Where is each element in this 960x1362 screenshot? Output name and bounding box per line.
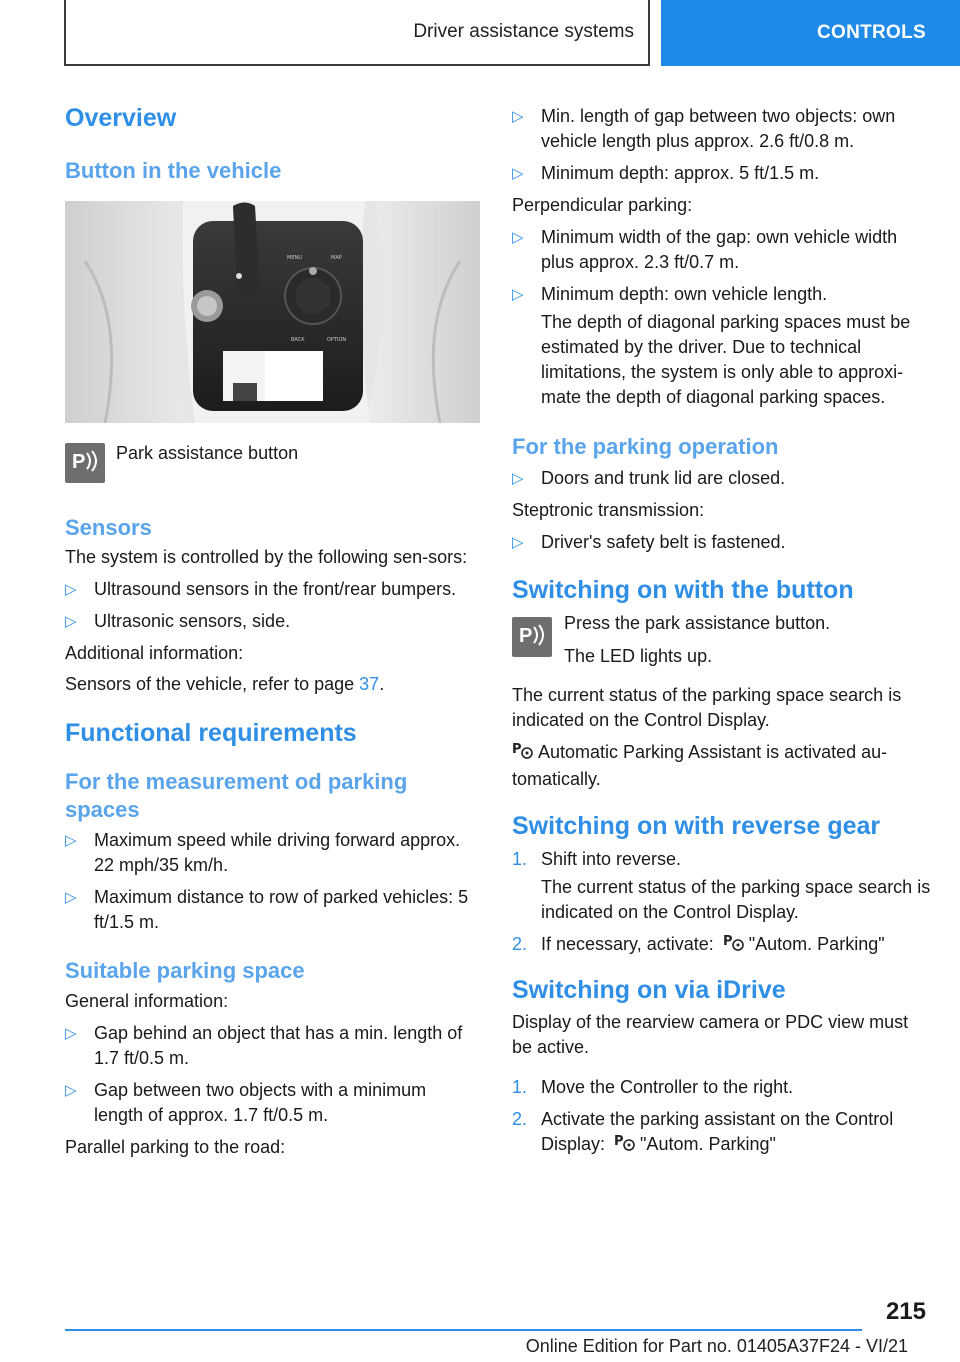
list-item: ▷ Minimum depth: own vehicle length. (512, 282, 932, 307)
parking-assistant-icon (719, 932, 749, 959)
triangle-bullet-icon: ▷ (65, 581, 77, 598)
triangle-bullet-icon: ▷ (65, 1082, 77, 1099)
operation-heading: For the parking operation (512, 434, 779, 459)
list-item: ▷ Minimum depth: approx. 5 ft/1.5 m. (512, 161, 932, 186)
edition-note: Online Edition for Part no. 01405A37F24 - VI/21 (525, 1336, 908, 1356)
list-item: ▷ Maximum speed while driving forward approx. 22 mph/35 km/h. (65, 830, 461, 875)
section-title: Driver assistance systems (413, 21, 634, 42)
triangle-bullet-icon: ▷ (512, 286, 524, 303)
triangle-bullet-icon: ▷ (512, 534, 524, 551)
header-section (64, 0, 650, 66)
diagonal-note: The depth of diagonal parking spaces must be estimated by the driver. Due to technical limitations, the system is only able to approxi-mate the depth of diagonal parking spaces. (541, 312, 911, 407)
idrive-intro: Display of the rearview camera or PDC view must be active. (512, 1012, 909, 1057)
sensors-intro: The system is controlled by the following sen-sors: (65, 547, 468, 567)
list-item: ▷ Ultrasonic sensors, side. (65, 609, 480, 634)
chapter-title: CONTROLS (816, 22, 926, 43)
triangle-bullet-icon: ▷ (512, 229, 524, 246)
page-link[interactable]: 37 (359, 674, 380, 694)
header-chapter (661, 0, 960, 66)
triangle-bullet-icon: ▷ (65, 832, 77, 849)
triangle-bullet-icon: ▷ (512, 165, 524, 182)
park-assist-icon: P (65, 443, 105, 483)
footer-divider (65, 1329, 862, 1331)
parallel-label: Parallel parking to the road: (65, 1137, 286, 1157)
list-item: ▷ Min. length of gap between two objects: own vehicle length plus approx. 2.6 ft/0.8 m. (512, 106, 896, 151)
reverse-note: The current status of the parking space search is indicated on the Control Display. (541, 877, 931, 922)
list-item: ▷ Minimum width of the gap: own vehicle width plus approx. 2.3 ft/0.7 m. (512, 227, 898, 272)
list-item: ▷ Driver's safety belt is fastened. (512, 530, 932, 555)
button-heading: Button in the vehicle (65, 158, 282, 183)
svg-text:P: P (722, 934, 733, 949)
list-item: ▷ Gap behind an object that has a min. length of 1.7 ft/0.5 m. (65, 1023, 463, 1068)
list-item: 2. If necessary, activate: P "Autom. Parking" (512, 932, 932, 959)
perpendicular-label: Perpendicular parking: (512, 195, 693, 215)
list-item: ▷ Gap between two objects with a minimum length of approx. 1.7 ft/0.5 m. (65, 1080, 427, 1125)
list-item: ▷ Maximum distance to row of parked vehicles: 5 ft/1.5 m. (65, 887, 469, 932)
measurement-heading: For the measurement od parking spaces (65, 769, 408, 822)
svg-text:OPTION: OPTION (327, 337, 347, 343)
svg-text:BACK: BACK (291, 337, 305, 343)
right-column (512, 104, 932, 1166)
sensors-heading: Sensors (65, 515, 152, 540)
triangle-bullet-icon: ▷ (65, 1025, 77, 1042)
steptronic-label: Steptronic transmission: (512, 500, 705, 520)
suitable-heading: Suitable parking space (65, 958, 305, 983)
list-item: 1. Shift into reverse. (512, 849, 682, 869)
list-item: ▷ Doors and trunk lid are closed. (512, 466, 932, 491)
svg-text:P: P (614, 1134, 624, 1149)
triangle-bullet-icon: ▷ (65, 889, 77, 906)
list-item: 1. Move the Controller to the right. (512, 1077, 794, 1097)
status-note: The current status of the parking space search is indicated on the Control Display. (512, 685, 902, 730)
overview-heading: Overview (65, 104, 177, 132)
svg-text:MAP: MAP (331, 255, 342, 261)
button-caption: Park assistance button (116, 443, 299, 463)
list-item: ▷ Ultrasound sensors in the front/rear bumpers. (65, 577, 480, 602)
page-number: 215 (885, 1298, 926, 1325)
parking-assistant-icon (610, 1132, 640, 1159)
idrive-heading: Switching on via iDrive (512, 976, 786, 1004)
list-item: 2. Activate the parking assistant on the Control Display: P "Autom. Parking" (512, 1107, 932, 1159)
parking-assistant-icon (512, 740, 538, 767)
svg-text:P: P (512, 742, 522, 757)
led-note: The LED lights up. (564, 646, 713, 666)
console-photo (65, 201, 480, 423)
switch-button-heading: Switching on with the button (512, 576, 854, 604)
park-assist-icon: P (512, 617, 552, 657)
general-info: General information: (65, 991, 229, 1011)
press-instruction: Press the park assistance button. (564, 613, 831, 633)
triangle-bullet-icon: ▷ (512, 108, 524, 125)
left-column (65, 100, 480, 1160)
svg-text:MENU: MENU (287, 255, 302, 261)
reverse-heading: Switching on with reverse gear (512, 812, 881, 840)
additional-info: Additional information: (65, 643, 244, 663)
auto-note: P Automatic Parking Assistant is activated au-tomatically. (512, 742, 888, 789)
functional-heading: Functional requirements (65, 719, 357, 747)
sensor-reference: Sensors of the vehicle, refer to page 37. (65, 674, 385, 694)
triangle-bullet-icon: ▷ (512, 470, 524, 487)
triangle-bullet-icon: ▷ (65, 613, 77, 630)
center-console-image (65, 201, 480, 423)
